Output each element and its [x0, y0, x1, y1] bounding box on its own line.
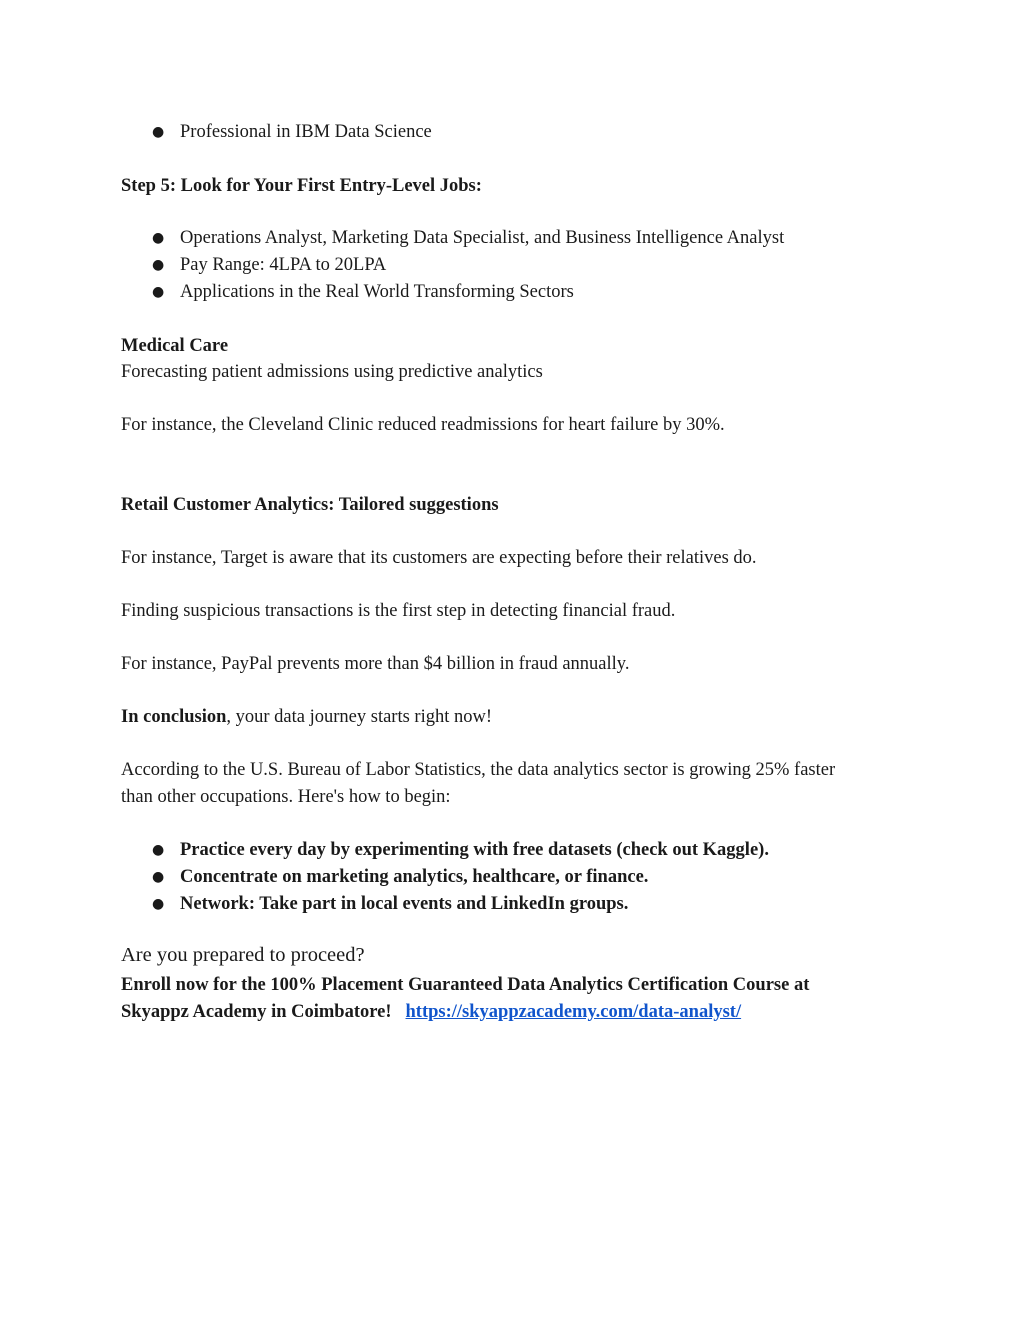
list-item [152, 120, 432, 144]
bls-line-2: than other occupations. Here's how to begin: [121, 787, 451, 807]
list-item [152, 253, 386, 277]
cta-line-2 [121, 1000, 741, 1024]
medical-text: Forecasting patient admissions using predictive analytics [121, 362, 543, 382]
bullet-icon: ● [152, 124, 165, 140]
cta-line-1: Enroll now for the 100% Placement Guaranteed Data Analytics Certification Course at [121, 975, 810, 995]
bullet-icon: ● [152, 896, 165, 912]
list-item [152, 865, 648, 889]
list-item-text: Practice every day by experimenting with free datasets (check out Kaggle). [180, 840, 769, 860]
list-item [152, 892, 628, 916]
list-item [152, 280, 574, 304]
fraud-example: For instance, PayPal prevents more than $4 billion in fraud annually. [121, 654, 630, 674]
bullet-icon: ● [152, 230, 165, 246]
conclusion-line [121, 705, 492, 729]
bullet-icon: ● [152, 869, 165, 885]
list-item-text: Pay Range: 4LPA to 20LPA [180, 255, 387, 275]
bullet-icon: ● [152, 257, 165, 273]
medical-heading: Medical Care [121, 336, 229, 356]
retail-heading: Retail Customer Analytics: Tailored suggestions [121, 495, 499, 515]
course-link[interactable]: https://skyappzacademy.com/data-analyst/ [405, 1002, 742, 1022]
bullet-icon: ● [152, 284, 165, 300]
medical-example: For instance, the Cleveland Clinic reduced readmissions for heart failure by 30%. [121, 415, 725, 435]
list-item [152, 838, 769, 862]
list-item-text: Applications in the Real World Transforming Sectors [180, 282, 574, 302]
cta-question: Are you prepared to proceed? [121, 944, 365, 966]
list-item-text: Network: Take part in local events and LinkedIn groups. [180, 894, 629, 914]
list-item-text: Professional in IBM Data Science [180, 122, 432, 142]
cta-line-2-text: Skyappz Academy in Coimbatore! [121, 1002, 392, 1022]
retail-example: For instance, Target is aware that its customers are expecting before their relatives do. [121, 548, 757, 568]
list-item-text: Operations Analyst, Marketing Data Specialist, and Business Intelligence Analyst [180, 228, 785, 248]
step5-heading: Step 5: Look for Your First Entry-Level Jobs: [121, 176, 482, 196]
bullet-icon: ● [152, 842, 165, 858]
list-item-text: Concentrate on marketing analytics, healthcare, or finance. [180, 867, 649, 887]
conclusion-rest: , your data journey starts right now! [226, 707, 493, 727]
fraud-text: Finding suspicious transactions is the first step in detecting financial fraud. [121, 601, 676, 621]
conclusion-lead: In conclusion [121, 707, 227, 727]
list-item [152, 226, 784, 250]
bls-line-1: According to the U.S. Bureau of Labor Statistics, the data analytics sector is growing 25% faster [121, 760, 836, 780]
